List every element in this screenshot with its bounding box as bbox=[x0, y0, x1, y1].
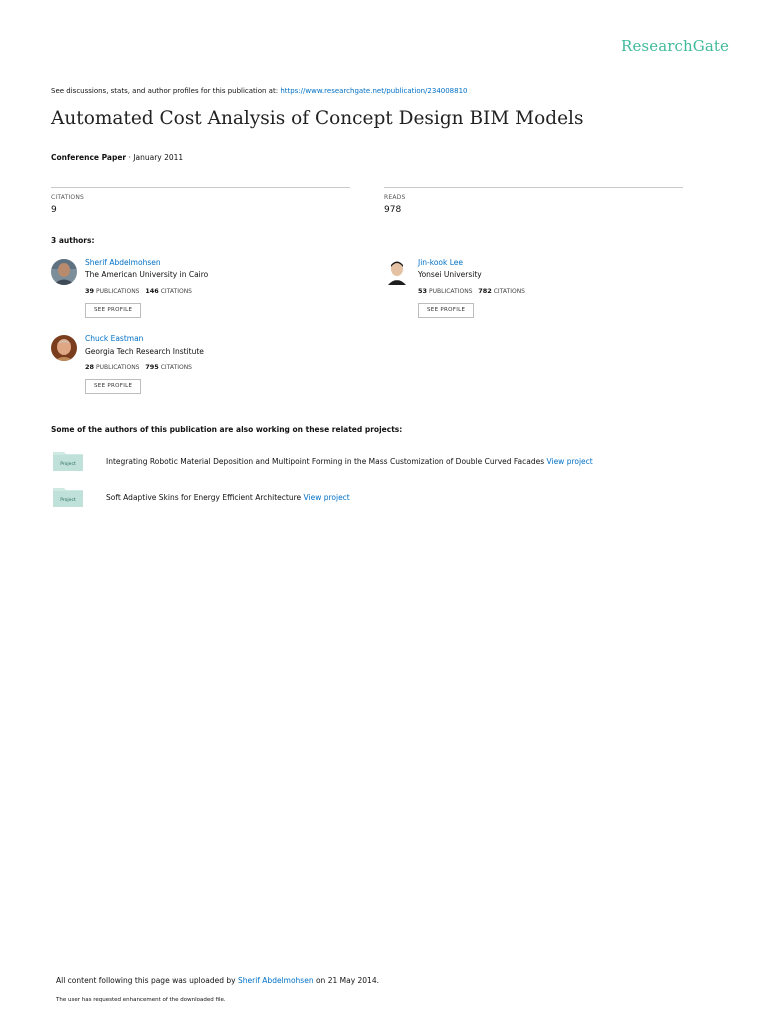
author-citations-count: 795 bbox=[145, 363, 159, 371]
project-folder-icon bbox=[53, 487, 83, 507]
reads-count: 978 bbox=[384, 205, 402, 215]
publications-label: PUBLICATIONS bbox=[95, 288, 140, 295]
authors-heading: 3 authors: bbox=[51, 236, 95, 245]
project-title: Soft Adaptive Skins for Energy Efficient Architecture bbox=[106, 493, 302, 502]
related-projects-heading: Some of the authors of this publication are also working on these related projects: bbox=[51, 425, 403, 434]
publications-label: PUBLICATIONS bbox=[95, 364, 140, 371]
project-icon-label: Project bbox=[60, 498, 76, 503]
author-citations-label: CITATIONS bbox=[160, 364, 192, 371]
paper-date: January 2011 bbox=[133, 153, 184, 162]
author-stats bbox=[85, 287, 192, 295]
avatar-sherif-abdelmohsen[interactable] bbox=[51, 259, 77, 285]
citations-label: CITATIONS bbox=[51, 194, 85, 201]
publications-count: 53 bbox=[418, 287, 428, 295]
see-profile-button[interactable]: SEE PROFILE bbox=[85, 303, 141, 318]
discussion-notice bbox=[51, 87, 468, 95]
author-stats bbox=[418, 287, 525, 295]
author-citations-label: CITATIONS bbox=[493, 288, 525, 295]
enhancement-note: The user has requested enhancement of the downloaded file. bbox=[56, 997, 226, 1003]
author-citations-label: CITATIONS bbox=[160, 288, 192, 295]
project-icon-label: Project bbox=[60, 462, 76, 467]
researchgate-logo[interactable]: ResearchGate bbox=[621, 37, 729, 55]
project-title: Integrating Robotic Material Deposition and Multipoint Forming in the Mass Customization of Double Curved Facades bbox=[106, 457, 545, 466]
reads-label: READS bbox=[384, 194, 406, 201]
see-profile-button[interactable]: SEE PROFILE bbox=[418, 303, 474, 318]
author-name-chuck-eastman[interactable]: Chuck Eastman bbox=[85, 334, 144, 343]
citations-count: 9 bbox=[51, 205, 57, 215]
paper-type: Conference Paper bbox=[51, 153, 127, 162]
view-project-link[interactable]: View project bbox=[303, 493, 350, 502]
uploader-link[interactable]: Sherif Abdelmohsen bbox=[237, 976, 314, 985]
author-citations-count: 146 bbox=[145, 287, 159, 295]
author-institution: Yonsei University bbox=[418, 270, 482, 279]
upload-prefix: All content following this page was uploaded by bbox=[56, 976, 236, 985]
avatar-jin-kook-lee[interactable] bbox=[384, 259, 410, 285]
author-institution: The American University in Cairo bbox=[85, 270, 209, 279]
see-profile-button[interactable]: SEE PROFILE bbox=[85, 379, 141, 394]
author-stats bbox=[85, 363, 192, 371]
project-folder-icon bbox=[53, 451, 83, 471]
reads-divider bbox=[384, 187, 683, 188]
publications-count: 28 bbox=[85, 363, 95, 371]
author-name-jin-kook-lee[interactable]: Jin-kook Lee bbox=[418, 258, 464, 267]
paper-type-line bbox=[51, 153, 183, 162]
author-institution: Georgia Tech Research Institute bbox=[85, 347, 204, 356]
view-project-link[interactable]: View project bbox=[546, 457, 593, 466]
publications-count: 39 bbox=[85, 287, 95, 295]
avatar-chuck-eastman[interactable] bbox=[51, 335, 77, 361]
author-name-sherif-abdelmohsen[interactable]: Sherif Abdelmohsen bbox=[85, 258, 161, 267]
author-citations-count: 782 bbox=[478, 287, 492, 295]
upload-suffix: on 21 May 2014. bbox=[315, 976, 379, 985]
project-entry bbox=[106, 493, 350, 502]
publications-label: PUBLICATIONS bbox=[428, 288, 473, 295]
date-separator: · bbox=[126, 153, 134, 162]
discussion-notice-text: See discussions, stats, and author profiles for this publication at: bbox=[51, 87, 279, 95]
project-entry bbox=[106, 457, 593, 466]
upload-notice bbox=[56, 976, 379, 985]
citations-divider bbox=[51, 187, 350, 188]
publication-link[interactable]: https://www.researchgate.net/publication/234008810 bbox=[280, 87, 468, 95]
paper-title: Automated Cost Analysis of Concept Design BIM Models bbox=[51, 108, 584, 129]
